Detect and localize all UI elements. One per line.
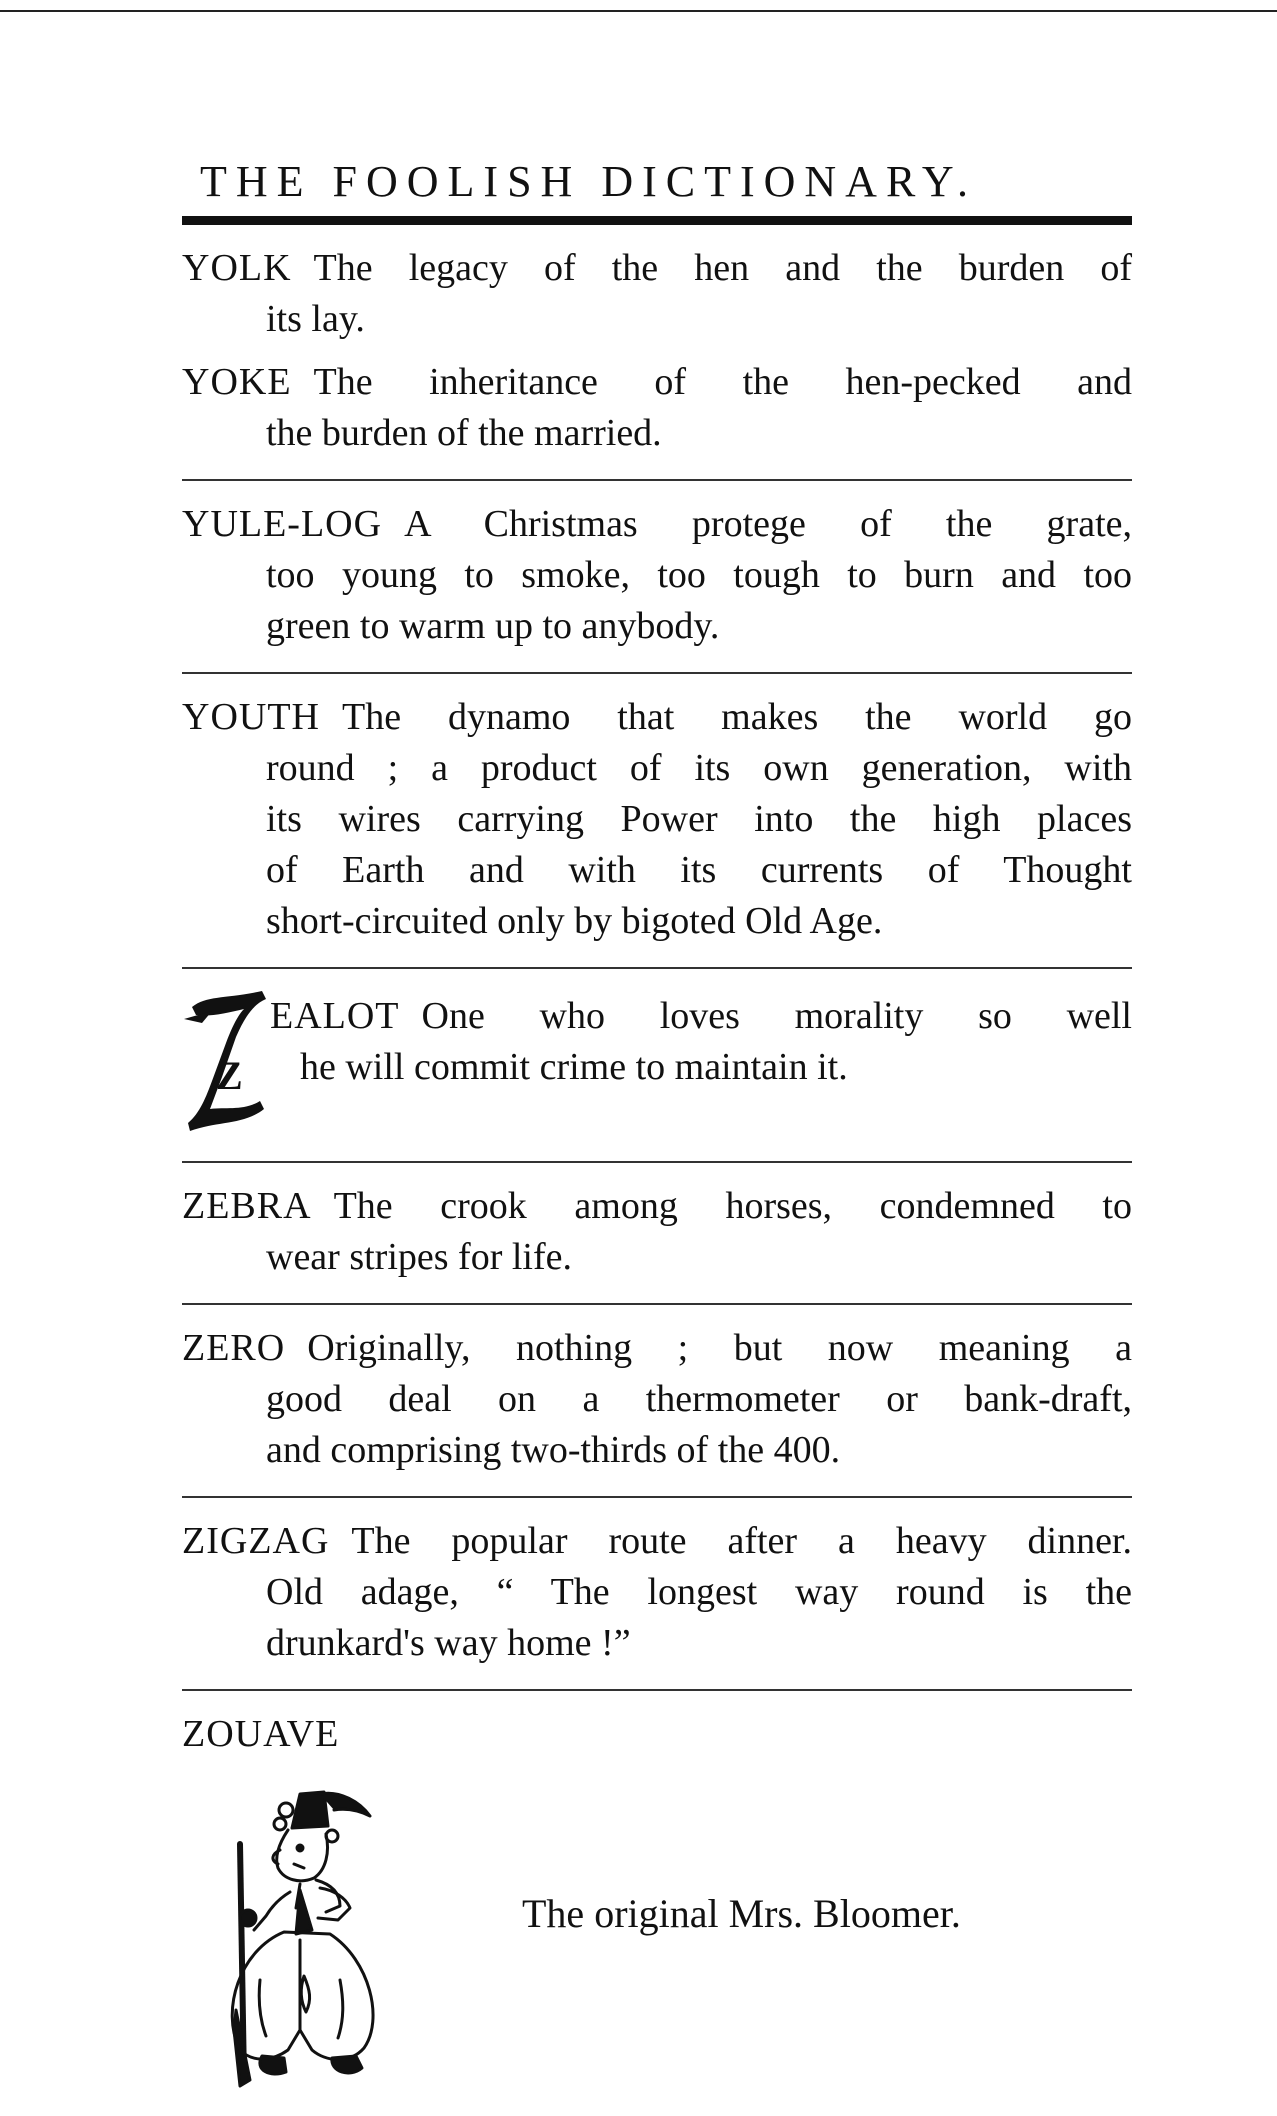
entry-definition: The popular route after a heavy dinner. [351, 1520, 1132, 1562]
entry-term: YOKE [182, 361, 292, 403]
entry-continuation: wear stripes for life. [266, 1236, 572, 1278]
zouave-caption: The original Mrs. Bloomer. [522, 1891, 961, 1936]
entry-first-line [182, 991, 1132, 1042]
entry-first-line [182, 692, 1132, 743]
entry-continuation: drunkard's way home !” [266, 1622, 631, 1664]
entry-definition: The dynamo that makes the world go [341, 696, 1132, 738]
entry-definition: The crook among horses, condemned to [333, 1185, 1132, 1227]
header-rule [182, 216, 1132, 225]
divider-rule [182, 1689, 1132, 1691]
entry-first-line [182, 243, 1132, 294]
entry-zouave [182, 1701, 1132, 1760]
entry-continuation: its lay. [266, 298, 365, 340]
entry-definition: The legacy of the hen and the burden of [313, 247, 1132, 289]
entry-term: ZOUAVE [182, 1713, 340, 1755]
entry-yoke [182, 349, 1132, 473]
divider-rule [182, 1161, 1132, 1163]
entry-zebra [182, 1173, 1132, 1297]
page-header-title: THE FOOLISH DICTIONARY. [200, 157, 977, 206]
entry-first-line [182, 357, 1132, 408]
entry-continuation: short-circuited only by bigoted Old Age. [266, 900, 883, 942]
entry-youth [182, 684, 1132, 961]
entry-yule-log [182, 491, 1132, 666]
entry-term: YOLK [182, 247, 292, 289]
entry-zigzag [182, 1508, 1132, 1683]
entry-continuation: he will commit crime to maintain it. [300, 1046, 848, 1088]
divider-rule [182, 672, 1132, 674]
top-border-rule [0, 10, 1277, 12]
entry-continuation: green to warm up to anybody. [266, 605, 720, 647]
entry-term: ZIGZAG [182, 1520, 330, 1562]
divider-rule [182, 1496, 1132, 1498]
page [182, 150, 1132, 2090]
zouave-illustration-block [182, 1760, 1132, 2090]
entry-first-line [182, 499, 1132, 550]
entry-first-line [182, 1323, 1132, 1374]
divider-rule [182, 479, 1132, 481]
entry-continuation: round ; a product of its own generation, with [266, 747, 1132, 789]
entry-continuation: the burden of the married. [266, 412, 662, 454]
entry-zero [182, 1315, 1132, 1490]
divider-rule [182, 1303, 1132, 1305]
entry-term: YOUTH [182, 696, 320, 738]
entry-definition: Originally, nothing ; but now meaning a [307, 1327, 1132, 1369]
entry-continuation: good deal on a thermometer or bank-draft, [266, 1378, 1132, 1420]
entry-yolk [182, 235, 1132, 349]
entry-continuation: of Earth and with its currents of Thought [266, 849, 1132, 891]
entry-definition: One who loves morality so well [421, 995, 1132, 1037]
entry-term: ZEBRA [182, 1185, 312, 1227]
entry-continuation: too young to smoke, too tough to burn and too [266, 554, 1132, 596]
entry-continuation: and comprising two-thirds of the 400. [266, 1429, 841, 1471]
entry-term: ZERO [182, 1327, 286, 1369]
entry-definition: The inheritance of the hen-pecked and [313, 361, 1132, 403]
entry-continuation: Old adage, “ The longest way round is the [266, 1571, 1132, 1613]
entry-first-line [182, 1181, 1132, 1232]
entry-continuation: its wires carrying Power into the high places [266, 798, 1132, 840]
entry-first-line [182, 1516, 1132, 1567]
entry-term: EALOT [270, 995, 400, 1037]
divider-rule [182, 967, 1132, 969]
entry-term: YULE-LOG [182, 503, 383, 545]
entry-definition: A Christmas protege of the grate, [404, 503, 1132, 545]
dropcap-z-ornament [182, 985, 272, 1135]
entry-zealot [182, 979, 1132, 1155]
dropcap-letter: Z [216, 1053, 243, 1098]
zouave-woman-illustration-icon [200, 1780, 420, 2090]
